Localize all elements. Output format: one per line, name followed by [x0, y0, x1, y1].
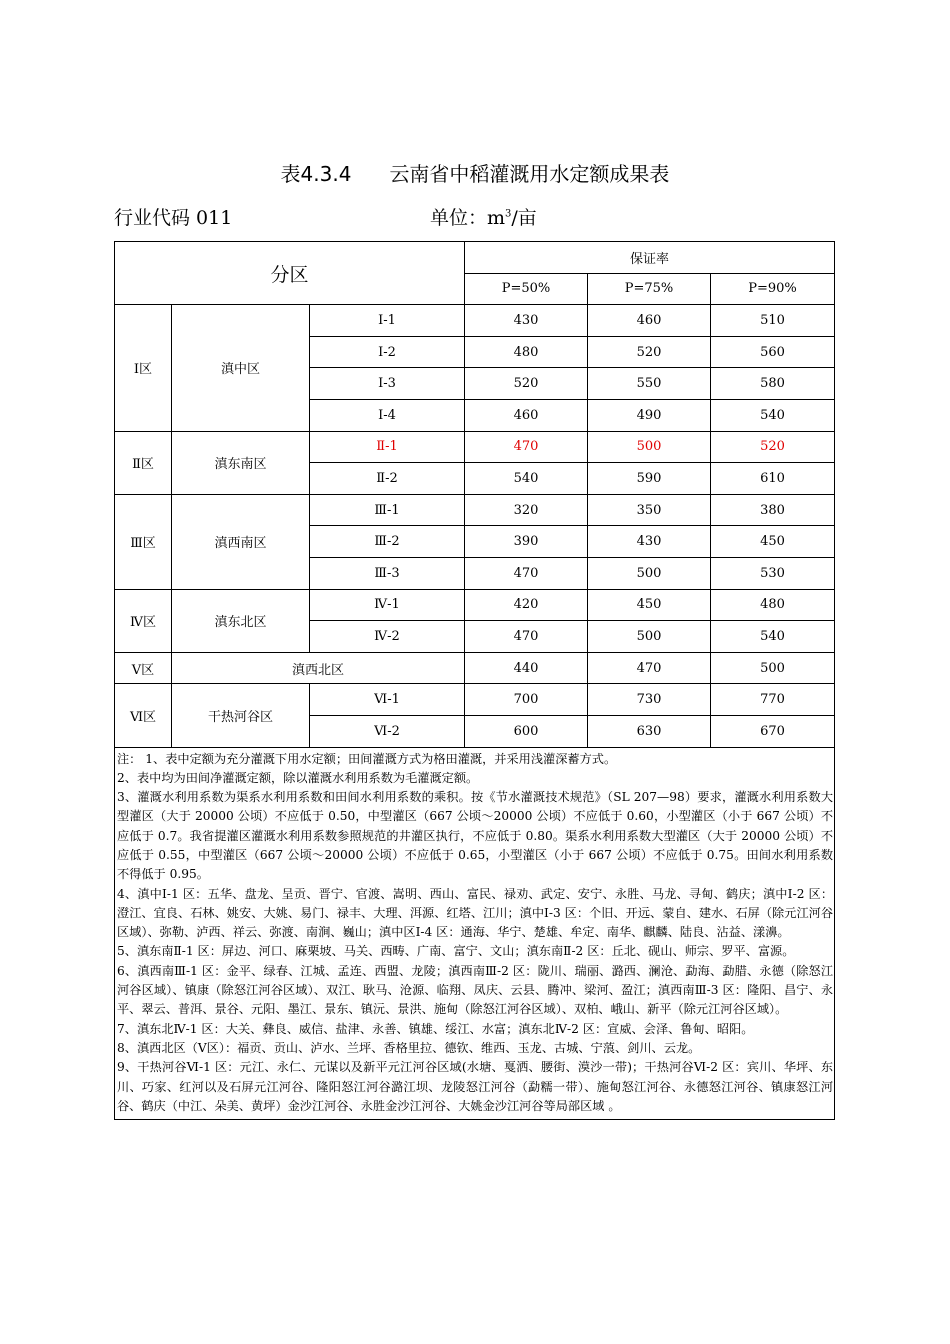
zone-region: 滇东北区	[172, 589, 310, 652]
table-meta	[114, 203, 537, 230]
value-p90: 670	[711, 715, 835, 747]
note-9: 9、干热河谷Ⅵ-1 区：元江、永仁、元谋以及新平元江河谷区域(水塘、戛洒、腰街、漠沙一带)；干热河谷Ⅵ-2 区：宾川、华坪、东川、巧家、红河以及石屏元江河谷、隆阳怒江河谷潞江坝、龙陵怒江河谷（勐糯一带）、施甸怒江河谷、永德怒江河谷、镇康怒江河谷、鹤庆（中江、朵美、黄坪）金沙江河谷、永胜金沙江河谷、大姚金沙江河谷等局部区域 。	[117, 1060, 834, 1113]
value-p50: 470	[465, 621, 588, 653]
value-p50: 460	[465, 399, 588, 431]
subzone-code: Ⅲ-3	[310, 557, 465, 589]
subzone-code: Ⅲ-2	[310, 526, 465, 558]
note-1: 注： 1、表中定额为充分灌溉下用水定额；田间灌溉方式为格田灌溉，并采用浅灌深蓄方式。	[117, 751, 617, 766]
note-7: 7、滇东北Ⅳ-1 区：大关、彝良、威信、盐津、永善、镇雄、绥江、水富；滇东北Ⅳ-2 区：宣威、会泽、鲁甸、昭阳。	[117, 1021, 754, 1036]
value-p75: 490	[588, 399, 711, 431]
subzone-code: Ⅳ-2	[310, 621, 465, 653]
subzone-code: Ⅰ-1	[310, 305, 465, 337]
zone-name: Ⅰ区	[115, 305, 172, 431]
note-2: 2、表中均为田间净灌溉定额，除以灌溉水利用系数为毛灌溉定额。	[117, 770, 479, 785]
value-p75: 590	[588, 463, 711, 495]
subzone-code: Ⅵ-1	[310, 684, 465, 716]
note-4: 4、滇中Ⅰ-1 区：五华、盘龙、呈贡、晋宁、官渡、嵩明、西山、富民、禄劝、武定、安宁、永胜、马龙、寻甸、鹤庆；滇中Ⅰ-2 区：澄江、宜良、石林、姚安、大姚、易门、禄丰、大理、洱源、红塔、江川；滇中Ⅰ-3 区：个旧、开远、蒙自、建水、石屏（除元江河谷区域）、弥勒、泸西、祥云、弥渡、南涧、巍山；滇中区Ⅰ-4 区：通海、华宁、楚雄、牟定、南华、麒麟、陆良、沾益、漾濞。	[117, 886, 834, 940]
value-p75: 550	[588, 368, 711, 400]
header-p90: P=90%	[711, 273, 835, 305]
zone-region: 滇西北区	[172, 652, 465, 684]
subzone-code: Ⅵ-2	[310, 715, 465, 747]
value-p90: 580	[711, 368, 835, 400]
value-p75: 630	[588, 715, 711, 747]
header-row	[115, 242, 835, 274]
value-p90: 450	[711, 526, 835, 558]
note-8: 8、滇西北区（Ⅴ区）：福贡、贡山、泸水、兰坪、香格里拉、德钦、维西、玉龙、古城、宁蒗、剑川、云龙。	[117, 1040, 701, 1055]
value-p50: 520	[465, 368, 588, 400]
zone-name: Ⅴ区	[115, 652, 172, 684]
industry-code: 行业代码 011	[114, 207, 233, 229]
value-p90: 770	[711, 684, 835, 716]
zone-region: 滇中区	[172, 305, 310, 431]
value-p50: 480	[465, 336, 588, 368]
value-p90: 500	[711, 652, 835, 684]
value-p75: 430	[588, 526, 711, 558]
table-row	[115, 305, 835, 337]
zone-region: 干热河谷区	[172, 684, 310, 747]
table-row	[115, 652, 835, 684]
value-p50: 700	[465, 684, 588, 716]
value-p75: 730	[588, 684, 711, 716]
quota-table	[114, 241, 835, 1120]
value-p50: 540	[465, 463, 588, 495]
value-p75: 500	[588, 431, 711, 463]
value-p90: 540	[711, 399, 835, 431]
subzone-code: Ⅳ-1	[310, 589, 465, 621]
zone-name: Ⅲ区	[115, 494, 172, 589]
subzone-code: Ⅰ-3	[310, 368, 465, 400]
value-p75: 450	[588, 589, 711, 621]
header-guarantee: 保证率	[465, 242, 835, 274]
value-p50: 470	[465, 557, 588, 589]
subzone-code: Ⅱ-2	[310, 463, 465, 495]
subzone-code: Ⅰ-4	[310, 399, 465, 431]
value-p75: 520	[588, 336, 711, 368]
table-row	[115, 684, 835, 716]
value-p90: 560	[711, 336, 835, 368]
table-notes	[115, 747, 835, 1120]
note-5: 5、滇东南Ⅱ-1 区：屏边、河口、麻栗坡、马关、西畴、广南、富宁、文山；滇东南Ⅱ-2 区：丘北、砚山、师宗、罗平、富源。	[117, 944, 795, 959]
table-title-text: 云南省中稻灌溉用水定额成果表	[389, 162, 670, 186]
value-p50: 430	[465, 305, 588, 337]
value-p50: 440	[465, 652, 588, 684]
value-p75: 470	[588, 652, 711, 684]
table-title	[0, 158, 950, 187]
table-number: 表4.3.4	[280, 162, 352, 186]
value-p90: 610	[711, 463, 835, 495]
header-zone: 分区	[115, 242, 465, 305]
value-p50: 600	[465, 715, 588, 747]
value-p90: 510	[711, 305, 835, 337]
value-p50: 320	[465, 494, 588, 526]
zone-name: Ⅳ区	[115, 589, 172, 652]
value-p50: 420	[465, 589, 588, 621]
note-3: 3、灌溉水利用系数为渠系水利用系数和田间水利用系数的乘积。按《节水灌溉技术规范》（SL 207—98）要求，灌溉水利用系数大型灌区（大于 20000 公顷）不应低于 0.50，中型灌区（667 公顷～20000 公顷）不应低于 0.60，小型灌区（小于 667 公顷）不应低于 0.7。我省提灌区灌溉水利用系数参照规范的井灌区执行，不应低于 0.80。渠系水利用系数大型灌区（大于 20000 公顷）不应低于 0.55，中型灌区（667 公顷～20000 公顷）不应低于 0.65，小型灌区（小于 667 公顷）不应低于 0.75。田间水利用系数不得低于 0.95。	[117, 790, 834, 882]
value-p75: 500	[588, 621, 711, 653]
note-6: 6、滇西南Ⅲ-1 区：金平、绿春、江城、孟连、西盟、龙陵；滇西南Ⅲ-2 区：陇川、瑞丽、潞西、澜沧、勐海、勐腊、永德（除怒江河谷区域）、镇康（除怒江河谷区域）、双江、耿马、沧源、临翔、凤庆、云县、腾冲、梁河、盈江；滇西南Ⅲ-3 区：隆阳、昌宁、永平、翠云、普洱、景谷、元阳、墨江、景东、镇沅、景洪、施甸（除怒江河谷区域）、双柏、峨山、新平（除元江河谷区域）。	[117, 963, 834, 1017]
value-p75: 350	[588, 494, 711, 526]
notes-row	[115, 747, 835, 1120]
subzone-code: Ⅲ-1	[310, 494, 465, 526]
subzone-code: Ⅱ-1	[310, 431, 465, 463]
header-p50: P=50%	[465, 273, 588, 305]
zone-region: 滇东南区	[172, 431, 310, 494]
zone-region: 滇西南区	[172, 494, 310, 589]
unit-label: 单位：$m^3/$亩	[430, 207, 537, 229]
value-p90: 520	[711, 431, 835, 463]
zone-name: Ⅵ区	[115, 684, 172, 747]
subzone-code: Ⅰ-2	[310, 336, 465, 368]
value-p50: 470	[465, 431, 588, 463]
value-p90: 530	[711, 557, 835, 589]
table-row	[115, 431, 835, 463]
value-p75: 500	[588, 557, 711, 589]
header-p75: P=75%	[588, 273, 711, 305]
table-row	[115, 589, 835, 621]
value-p90: 480	[711, 589, 835, 621]
value-p90: 540	[711, 621, 835, 653]
value-p50: 390	[465, 526, 588, 558]
value-p75: 460	[588, 305, 711, 337]
value-p90: 380	[711, 494, 835, 526]
table-row	[115, 494, 835, 526]
zone-name: Ⅱ区	[115, 431, 172, 494]
